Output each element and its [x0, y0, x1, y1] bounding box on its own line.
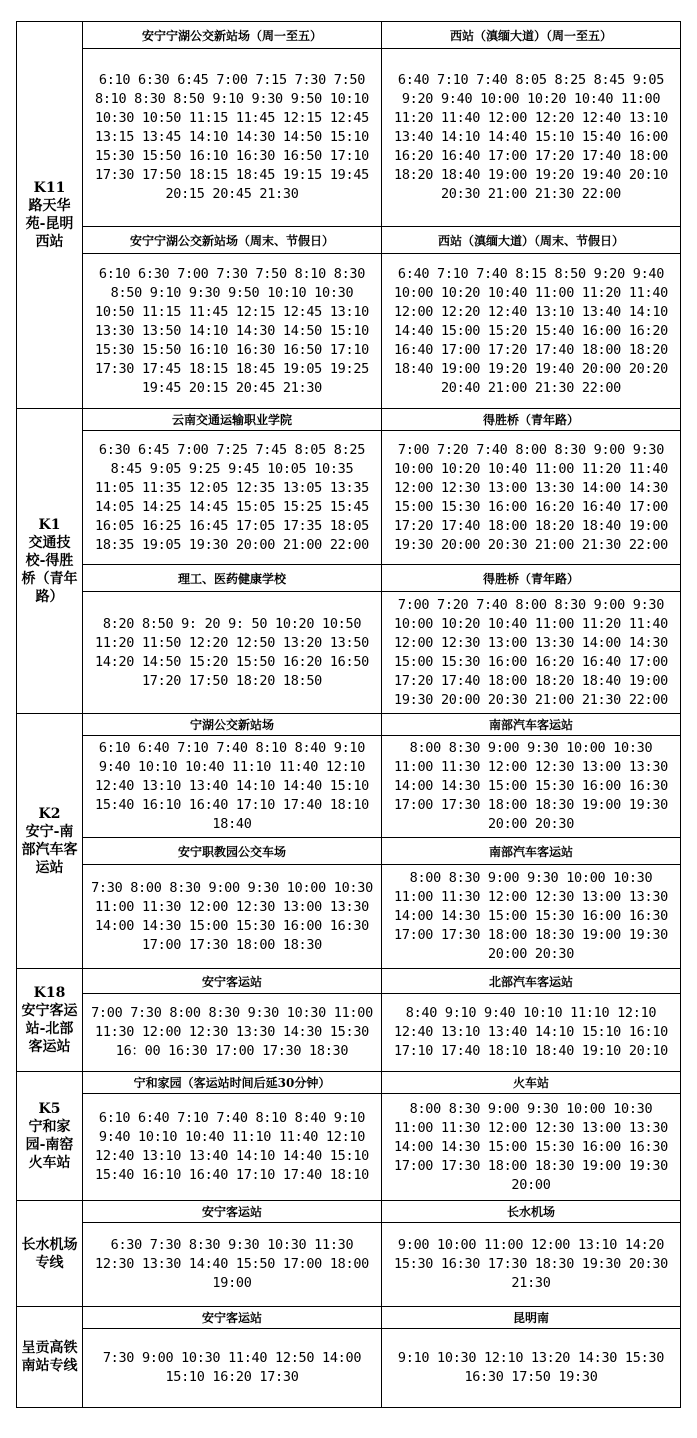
departure-station-header: 宁湖公交新站场 — [83, 714, 382, 736]
time-line: 11:00 11:30 12:00 12:30 13:00 13:30 — [394, 889, 668, 905]
time-line: 15:40 16:10 16:40 17:10 17:40 18:10 — [95, 1167, 369, 1183]
time-line: 14:00 14:30 15:00 15:30 16:00 16:30 — [95, 917, 369, 934]
time-line: 8:10 8:30 8:50 9:10 9:30 9:50 10:10 — [95, 91, 369, 107]
departure-times-row — [17, 254, 681, 409]
time-line: 14:05 14:25 14:45 15:05 15:25 15:45 — [95, 498, 369, 515]
station-header-row — [17, 1307, 681, 1329]
time-line: 15:40 16:10 16:40 17:10 17:40 18:10 — [95, 797, 369, 813]
route-name: 路天华苑-昆明西站 — [25, 198, 74, 250]
time-line: 19:00 — [212, 1275, 252, 1291]
departure-station-header: 长水机场 — [382, 1201, 681, 1223]
departure-times-row — [17, 592, 681, 714]
time-line: 6:30 7:30 8:30 9:30 10:30 11:30 — [110, 1237, 354, 1253]
departure-station-header: 安宁客运站 — [83, 1201, 382, 1223]
time-line: 13:30 13:50 14:10 14:30 14:50 15:10 — [95, 322, 369, 339]
departure-station-header: 得胜桥（青年路） — [382, 409, 681, 431]
time-line: 20:15 20:45 21:30 — [165, 186, 299, 202]
departure-station-header: 北部汽车客运站 — [382, 969, 681, 994]
station-header-row — [17, 1072, 681, 1094]
time-line: 15:00 15:30 16:00 16:20 16:40 17:00 — [394, 653, 668, 670]
route-name: 呈贡高铁南站专线 — [21, 1340, 78, 1374]
time-line: 9:20 9:40 10:00 10:20 10:40 11:00 — [401, 91, 661, 107]
departure-times-row — [17, 865, 681, 969]
route-name: 宁和家园-南窑火车站 — [25, 1119, 74, 1171]
time-line: 11:00 11:30 12:00 12:30 13:00 13:30 — [394, 759, 668, 775]
time-line: 16：00 16:30 17:00 17:30 18:30 — [115, 1043, 349, 1059]
time-line: 20:00 20:30 — [487, 816, 575, 832]
departure-station-header: 安宁宁湖公交新站场（周一至五） — [83, 22, 382, 49]
time-line: 12:00 12:20 12:40 13:10 13:40 14:10 — [394, 303, 668, 320]
time-line: 16:20 16:40 17:00 17:20 17:40 18:00 — [394, 148, 668, 164]
route-code: K2 — [38, 806, 61, 822]
departure-times-cell — [382, 254, 681, 409]
time-line: 8:40 9:10 9:40 10:10 11:10 12:10 — [405, 1005, 657, 1021]
departure-times-row — [17, 994, 681, 1072]
departure-times-row — [17, 1223, 681, 1307]
route-code: K11 — [33, 180, 66, 196]
time-line: 6:40 7:10 7:40 8:15 8:50 9:20 9:40 — [397, 265, 665, 282]
time-line: 6:10 6:40 7:10 7:40 8:10 8:40 9:10 — [98, 740, 366, 756]
time-line: 12:00 12:30 13:00 13:30 14:00 14:30 — [394, 634, 668, 651]
departure-station-header: 南部汽车客运站 — [382, 838, 681, 865]
time-line: 9:00 10:00 11:00 12:00 13:10 14:20 — [397, 1237, 665, 1253]
time-line: 17:00 17:30 18:00 18:30 — [141, 936, 323, 953]
departure-times-cell — [83, 1094, 382, 1201]
time-line: 17:20 17:40 18:00 18:20 18:40 19:00 — [394, 517, 668, 534]
time-line: 20:00 — [511, 1176, 551, 1193]
time-line: 6:10 6:30 6:45 7:00 7:15 7:30 7:50 — [98, 72, 366, 88]
route-code: K18 — [33, 985, 66, 1001]
time-line: 16:30 17:50 19:30 — [464, 1369, 598, 1385]
route-label-cell — [17, 969, 83, 1072]
time-line: 8:20 8:50 9: 20 9: 50 10:20 10:50 — [102, 615, 362, 632]
time-line: 10:00 10:20 10:40 11:00 11:20 11:40 — [394, 615, 668, 632]
time-line: 12:40 13:10 13:40 14:10 14:40 15:10 — [95, 778, 369, 794]
schedule-body — [17, 22, 681, 1408]
departure-station-header: 安宁客运站 — [83, 969, 382, 994]
time-line: 17:20 17:40 18:00 18:20 18:40 19:00 — [394, 672, 668, 689]
time-line: 7:00 7:20 7:40 8:00 8:30 9:00 9:30 — [397, 441, 665, 458]
station-header-row — [17, 838, 681, 865]
time-line: 7:00 7:30 8:00 8:30 9:30 10:30 11:00 — [91, 1005, 373, 1021]
time-line: 6:30 6:45 7:00 7:25 7:45 8:05 8:25 — [98, 441, 366, 458]
bus-schedule-table — [16, 21, 681, 1408]
time-line: 17:00 17:30 18:00 18:30 19:00 19:30 — [394, 797, 668, 813]
time-line: 11:30 12:00 12:30 13:30 14:30 15:30 — [95, 1024, 369, 1040]
time-line: 17:30 17:45 18:15 18:45 19:05 19:25 — [95, 360, 369, 377]
station-header-row — [17, 714, 681, 736]
departure-station-header: 南部汽车客运站 — [382, 714, 681, 736]
time-line: 20:30 21:00 21:30 22:00 — [440, 186, 622, 202]
route-label-cell — [17, 1201, 83, 1307]
time-line: 9:40 10:10 10:40 11:10 11:40 12:10 — [98, 1129, 366, 1145]
time-line: 10:00 10:20 10:40 11:00 11:20 11:40 — [394, 460, 668, 477]
departure-times-cell — [83, 254, 382, 409]
time-line: 13:40 14:10 14:40 15:10 15:40 16:00 — [394, 129, 668, 145]
time-line: 9:40 10:10 10:40 11:10 11:40 12:10 — [98, 759, 366, 775]
time-line: 18:20 18:40 19:00 19:20 19:40 20:10 — [394, 167, 668, 183]
time-line: 6:40 7:10 7:40 8:05 8:25 8:45 9:05 — [397, 72, 665, 88]
time-line: 15:30 15:50 16:10 16:30 16:50 17:10 — [95, 341, 369, 358]
time-line: 17:00 17:30 18:00 18:30 19:00 19:30 — [394, 927, 668, 943]
time-line: 6:10 6:30 7:00 7:30 7:50 8:10 8:30 — [98, 265, 366, 282]
route-label-cell — [17, 1072, 83, 1201]
time-line: 12:30 13:30 14:40 15:50 17:00 18:00 — [95, 1256, 369, 1272]
time-line: 15:30 16:30 17:30 18:30 19:30 20:30 — [394, 1256, 668, 1272]
route-code: K1 — [38, 517, 61, 533]
time-line: 17:00 17:30 18:00 18:30 19:00 19:30 — [394, 1157, 668, 1174]
departure-times-cell — [382, 592, 681, 714]
departure-times-cell — [83, 592, 382, 714]
time-line: 8:45 9:05 9:25 9:45 10:05 10:35 — [110, 460, 354, 477]
time-line: 10:00 10:20 10:40 11:00 11:20 11:40 — [394, 284, 668, 301]
time-line: 8:50 9:10 9:30 9:50 10:10 10:30 — [110, 284, 354, 301]
departure-times-row — [17, 736, 681, 838]
route-name: 安宁客运站-北部客运站 — [21, 1003, 78, 1055]
time-line: 14:00 14:30 15:00 15:30 16:00 16:30 — [394, 908, 668, 924]
time-line: 18:35 19:05 19:30 20:00 21:00 22:00 — [95, 536, 369, 553]
time-line: 6:10 6:40 7:10 7:40 8:10 8:40 9:10 — [98, 1110, 366, 1126]
departure-times-cell — [83, 865, 382, 969]
station-header-row — [17, 565, 681, 592]
departure-times-cell — [382, 49, 681, 227]
route-code: K5 — [38, 1101, 61, 1117]
time-line: 14:00 14:30 15:00 15:30 16:00 16:30 — [394, 778, 668, 794]
time-line: 19:30 20:00 20:30 21:00 21:30 22:00 — [394, 536, 668, 553]
departure-station-header: 云南交通运输职业学院 — [83, 409, 382, 431]
station-header-row — [17, 1201, 681, 1223]
station-header-row — [17, 409, 681, 431]
station-header-row — [17, 22, 681, 49]
time-line: 12:00 12:30 13:00 13:30 14:00 14:30 — [394, 479, 668, 496]
time-line: 7:30 8:00 8:30 9:00 9:30 10:00 10:30 — [91, 879, 373, 896]
departure-times-row — [17, 1094, 681, 1201]
departure-times-cell — [83, 736, 382, 838]
departure-times-cell — [83, 1223, 382, 1307]
departure-station-header: 西站（滇缅大道）（周末、节假日） — [382, 227, 681, 254]
time-line: 16:05 16:25 16:45 17:05 17:35 18:05 — [95, 517, 369, 534]
route-label-cell — [17, 22, 83, 409]
time-line: 11:00 11:30 12:00 12:30 13:00 13:30 — [95, 898, 369, 915]
departure-times-cell — [83, 431, 382, 565]
time-line: 14:20 14:50 15:20 15:50 16:20 16:50 — [95, 653, 369, 670]
departure-station-header: 火车站 — [382, 1072, 681, 1094]
departure-station-header: 昆明南 — [382, 1307, 681, 1329]
departure-station-header: 宁和家园（客运站时间后延30分钟） — [83, 1072, 382, 1094]
departure-times-cell — [382, 865, 681, 969]
departure-times-cell — [83, 49, 382, 227]
departure-times-cell — [382, 994, 681, 1072]
time-line: 15:30 15:50 16:10 16:30 16:50 17:10 — [95, 148, 369, 164]
time-line: 14:40 15:00 15:20 15:40 16:00 16:20 — [394, 322, 668, 339]
time-line: 17:10 17:40 18:10 18:40 19:10 20:10 — [394, 1043, 668, 1059]
departure-times-row — [17, 431, 681, 565]
departure-times-row — [17, 49, 681, 227]
departure-times-cell — [382, 1329, 681, 1408]
time-line: 17:20 17:50 18:20 18:50 — [141, 672, 323, 689]
time-line: 20:00 20:30 — [487, 946, 575, 962]
departure-times-cell — [382, 1223, 681, 1307]
time-line: 8:00 8:30 9:00 9:30 10:00 10:30 — [409, 1100, 653, 1117]
time-line: 11:20 11:50 12:20 12:50 13:20 13:50 — [95, 634, 369, 651]
time-line: 7:30 9:00 10:30 11:40 12:50 14:00 — [102, 1350, 362, 1366]
departure-station-header: 理工、医药健康学校 — [83, 565, 382, 592]
time-line: 11:00 11:30 12:00 12:30 13:00 13:30 — [394, 1119, 668, 1136]
time-line: 19:45 20:15 20:45 21:30 — [141, 379, 323, 396]
departure-station-header: 得胜桥（青年路） — [382, 565, 681, 592]
time-line: 17:30 17:50 18:15 18:45 19:15 19:45 — [95, 167, 369, 183]
departure-times-cell — [83, 994, 382, 1072]
time-line: 14:00 14:30 15:00 15:30 16:00 16:30 — [394, 1138, 668, 1155]
time-line: 15:00 15:30 16:00 16:20 16:40 17:00 — [394, 498, 668, 515]
departure-station-header: 安宁客运站 — [83, 1307, 382, 1329]
time-line: 20:40 21:00 21:30 22:00 — [440, 379, 622, 396]
time-line: 16:40 17:00 17:20 17:40 18:00 18:20 — [394, 341, 668, 358]
time-line: 21:30 — [511, 1275, 551, 1291]
station-header-row — [17, 227, 681, 254]
time-line: 8:00 8:30 9:00 9:30 10:00 10:30 — [409, 870, 653, 886]
time-line: 13:15 13:45 14:10 14:30 14:50 15:10 — [95, 129, 369, 145]
time-line: 11:20 11:40 12:00 12:20 12:40 13:10 — [394, 110, 668, 126]
time-line: 19:30 20:00 20:30 21:00 21:30 22:00 — [394, 691, 668, 708]
route-label-cell — [17, 1307, 83, 1408]
time-line: 11:05 11:35 12:05 12:35 13:05 13:35 — [95, 479, 369, 496]
route-name: 安宁-南部汽车客运站 — [21, 824, 78, 876]
departure-times-cell — [382, 431, 681, 565]
time-line: 10:30 10:50 11:15 11:45 12:15 12:45 — [95, 110, 369, 126]
time-line: 7:00 7:20 7:40 8:00 8:30 9:00 9:30 — [397, 596, 665, 613]
route-label-cell — [17, 714, 83, 969]
departure-times-row — [17, 1329, 681, 1408]
departure-station-header: 西站（滇缅大道）（周一至五） — [382, 22, 681, 49]
time-line: 8:00 8:30 9:00 9:30 10:00 10:30 — [409, 740, 653, 756]
route-label-cell — [17, 409, 83, 714]
departure-times-cell — [382, 1094, 681, 1201]
route-name: 交通技校-得胜桥（青年路） — [21, 535, 78, 605]
departure-times-cell — [83, 1329, 382, 1408]
time-line: 18:40 19:00 19:20 19:40 20:00 20:20 — [394, 360, 668, 377]
time-line: 15:10 16:20 17:30 — [165, 1369, 299, 1385]
departure-station-header: 安宁职教园公交车场 — [83, 838, 382, 865]
time-line: 12:40 13:10 13:40 14:10 14:40 15:10 — [95, 1148, 369, 1164]
station-header-row — [17, 969, 681, 994]
route-name: 长水机场专线 — [21, 1236, 78, 1271]
departure-times-cell — [382, 736, 681, 838]
time-line: 18:40 — [212, 816, 252, 832]
time-line: 10:50 11:15 11:45 12:15 12:45 13:10 — [95, 303, 369, 320]
time-line: 9:10 10:30 12:10 13:20 14:30 15:30 — [397, 1350, 665, 1366]
time-line: 12:40 13:10 13:40 14:10 15:10 16:10 — [394, 1024, 668, 1040]
departure-station-header: 安宁宁湖公交新站场（周末、节假日） — [83, 227, 382, 254]
